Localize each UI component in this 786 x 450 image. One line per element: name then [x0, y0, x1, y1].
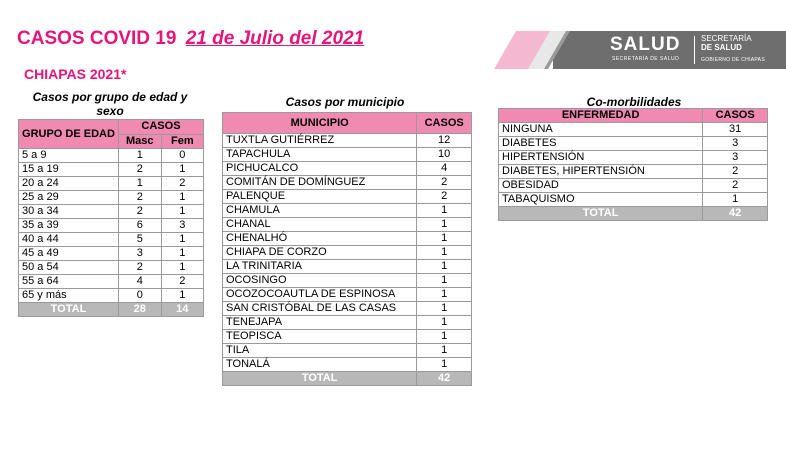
table-cell-cases: 1 — [417, 316, 472, 330]
table-row — [19, 177, 204, 191]
comorb-total-row — [499, 207, 768, 221]
table-cell-group: 20 a 24 — [19, 177, 119, 191]
table-cell-cases: 1 — [417, 232, 472, 246]
table-cell-cases: 3 — [703, 137, 768, 151]
secretaria-label: SECRETARÍA DE SALUD — [701, 34, 752, 52]
total-cases: 42 — [703, 207, 768, 221]
logo-divider — [694, 36, 695, 64]
table-row — [223, 134, 472, 148]
table-cell-cases: 1 — [417, 358, 472, 372]
table-row — [19, 233, 204, 247]
total-cases: 42 — [417, 372, 472, 386]
table-cell-cases: 3 — [703, 151, 768, 165]
table-cell-group: 40 a 44 — [19, 233, 119, 247]
table-cell-name: DIABETES — [499, 137, 703, 151]
table-cell-cases: 2 — [703, 179, 768, 193]
table-row — [223, 246, 472, 260]
table-cell-name: COMITÁN DE DOMÍNGUEZ — [223, 176, 417, 190]
total-label: TOTAL — [19, 303, 119, 317]
table-cell-cases: 1 — [417, 330, 472, 344]
table-cell-masc: 2 — [118, 205, 161, 219]
table-row — [223, 190, 472, 204]
table-row — [499, 151, 768, 165]
table-cell-fem: 1 — [161, 191, 203, 205]
table-row — [499, 193, 768, 207]
total-label: TOTAL — [499, 207, 703, 221]
table-cell-group: 35 a 39 — [19, 219, 119, 233]
government-label: GOBIERNO DE CHIAPAS — [701, 57, 765, 63]
total-fem: 14 — [161, 303, 203, 317]
table-cell-fem: 2 — [161, 275, 203, 289]
col-header-enfermedad: ENFERMEDAD — [499, 109, 703, 123]
table-cell-fem: 1 — [161, 247, 203, 261]
age-total-row — [19, 303, 204, 317]
table-cell-fem: 1 — [161, 261, 203, 275]
table-cell-group: 50 a 54 — [19, 261, 119, 275]
salud-logo: SALUD — [610, 34, 681, 55]
table-row — [223, 288, 472, 302]
table-row — [223, 148, 472, 162]
table-cell-group: 15 a 19 — [19, 163, 119, 177]
col-header-casos: CASOS — [703, 109, 768, 123]
table-row — [223, 316, 472, 330]
table-cell-name: LA TRINITARIA — [223, 260, 417, 274]
table-cell-cases: 4 — [417, 162, 472, 176]
table-cell-fem: 2 — [161, 177, 203, 191]
page-subtitle: CHIAPAS 2021* — [24, 66, 127, 82]
table-cell-group: 45 a 49 — [19, 247, 119, 261]
table-cell-cases: 1 — [417, 246, 472, 260]
table-cell-name: CHIAPA DE CORZO — [223, 246, 417, 260]
table-row — [223, 176, 472, 190]
table-cell-name: DIABETES, HIPERTENSIÓN — [499, 165, 703, 179]
age-table — [18, 119, 204, 317]
table-cell-masc: 3 — [118, 247, 161, 261]
table-cell-masc: 4 — [118, 275, 161, 289]
table-row — [223, 218, 472, 232]
table-cell-name: PICHUCALCO — [223, 162, 417, 176]
total-label: TOTAL — [223, 372, 417, 386]
table-cell-masc: 0 — [118, 289, 161, 303]
page-title — [17, 28, 364, 50]
table-cell-cases: 1 — [417, 288, 472, 302]
table-row — [19, 163, 204, 177]
col-header-fem: Fem — [161, 134, 203, 149]
table-row — [19, 149, 204, 163]
table-cell-name: OCOSINGO — [223, 274, 417, 288]
table-cell-name: OCOZOCOAUTLA DE ESPINOSA — [223, 288, 417, 302]
table-cell-name: SAN CRISTÓBAL DE LAS CASAS — [223, 302, 417, 316]
table-row — [223, 260, 472, 274]
table-cell-name: NINGUNA — [499, 123, 703, 137]
table-row — [19, 247, 204, 261]
table-cell-group: 55 a 64 — [19, 275, 119, 289]
table-row — [19, 191, 204, 205]
table-cell-masc: 1 — [118, 177, 161, 191]
table-cell-cases: 2 — [417, 190, 472, 204]
comorbidity-table — [498, 108, 768, 221]
table-row — [223, 274, 472, 288]
table-row — [223, 330, 472, 344]
col-header-masc: Masc — [118, 134, 161, 149]
table-cell-name: CHAMULA — [223, 204, 417, 218]
table-cell-fem: 0 — [161, 149, 203, 163]
table-cell-masc: 2 — [118, 163, 161, 177]
table-cell-group: 30 a 34 — [19, 205, 119, 219]
table-cell-masc: 5 — [118, 233, 161, 247]
report-date: 21 de Julio del 2021 — [185, 28, 365, 49]
table-row — [223, 232, 472, 246]
municipio-table — [222, 112, 472, 386]
table-row — [499, 123, 768, 137]
table-row — [499, 137, 768, 151]
table-row — [19, 261, 204, 275]
table-cell-name: CHENALHÓ — [223, 232, 417, 246]
municipio-total-row — [223, 372, 472, 386]
salud-logo-sub: SECRETARÍA DE SALUD — [612, 56, 680, 62]
age-table-caption: Casos por grupo de edad y sexo — [32, 90, 188, 118]
table-cell-cases: 31 — [703, 123, 768, 137]
table-cell-name: HIPERTENSIÓN — [499, 151, 703, 165]
title-text: CASOS COVID 19 — [17, 28, 177, 49]
table-cell-cases: 1 — [417, 204, 472, 218]
table-cell-cases: 1 — [417, 260, 472, 274]
table-cell-cases: 12 — [417, 134, 472, 148]
table-cell-fem: 1 — [161, 289, 203, 303]
table-row — [223, 344, 472, 358]
table-cell-fem: 3 — [161, 219, 203, 233]
table-row — [19, 205, 204, 219]
table-cell-masc: 2 — [118, 191, 161, 205]
comorb-table-caption: Co-morbilidades — [586, 95, 682, 109]
table-cell-fem: 1 — [161, 163, 203, 177]
table-row — [19, 219, 204, 233]
col-header-casos: CASOS — [417, 113, 472, 134]
table-cell-cases: 10 — [417, 148, 472, 162]
table-cell-name: TAPACHULA — [223, 148, 417, 162]
table-cell-group: 65 y más — [19, 289, 119, 303]
table-cell-name: TILA — [223, 344, 417, 358]
table-cell-cases: 1 — [417, 302, 472, 316]
table-cell-cases: 1 — [417, 218, 472, 232]
table-cell-cases: 2 — [703, 165, 768, 179]
table-cell-name: TONALÁ — [223, 358, 417, 372]
table-cell-cases: 1 — [703, 193, 768, 207]
table-row — [499, 179, 768, 193]
table-cell-name: PALENQUE — [223, 190, 417, 204]
table-cell-masc: 1 — [118, 149, 161, 163]
municipio-table-caption: Casos por municipio — [285, 95, 405, 109]
table-cell-name: TEOPISCA — [223, 330, 417, 344]
table-row — [499, 165, 768, 179]
table-cell-name: TENEJAPA — [223, 316, 417, 330]
table-row — [19, 289, 204, 303]
table-cell-fem: 1 — [161, 205, 203, 219]
table-cell-name: TABAQUISMO — [499, 193, 703, 207]
col-header-casos: CASOS — [118, 120, 203, 135]
table-cell-group: 25 a 29 — [19, 191, 119, 205]
table-cell-cases: 1 — [417, 274, 472, 288]
table-cell-name: OBESIDAD — [499, 179, 703, 193]
table-cell-fem: 1 — [161, 233, 203, 247]
col-header-municipio: MUNICIPIO — [223, 113, 417, 134]
table-cell-name: TUXTLA GUTIÉRREZ — [223, 134, 417, 148]
table-row — [223, 302, 472, 316]
col-header-grupo: GRUPO DE EDAD — [19, 120, 119, 149]
table-cell-cases: 1 — [417, 344, 472, 358]
table-row — [223, 204, 472, 218]
table-cell-masc: 6 — [118, 219, 161, 233]
table-cell-group: 5 a 9 — [19, 149, 119, 163]
table-cell-name: CHANAL — [223, 218, 417, 232]
table-row — [223, 162, 472, 176]
table-row — [19, 275, 204, 289]
table-row — [223, 358, 472, 372]
table-cell-cases: 2 — [417, 176, 472, 190]
table-cell-masc: 2 — [118, 261, 161, 275]
total-masc: 28 — [118, 303, 161, 317]
